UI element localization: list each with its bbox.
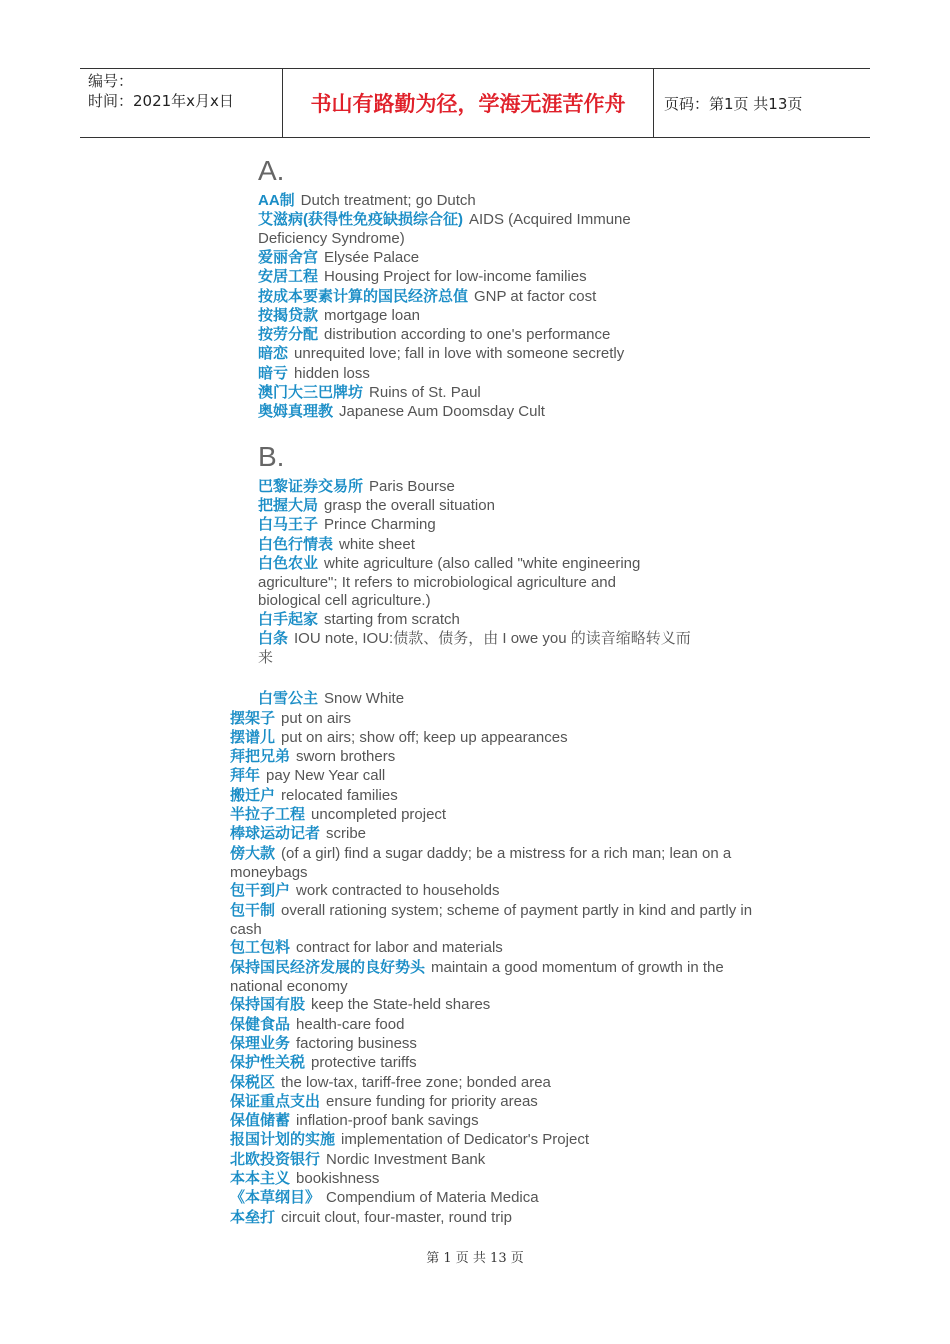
entry-term: 包干到户 xyxy=(230,882,291,899)
glossary-entry xyxy=(230,1151,770,1170)
entry-definition: relocated families xyxy=(281,787,398,804)
entry-definition: ensure funding for priority areas xyxy=(326,1093,538,1110)
entry-definition: pay New Year call xyxy=(266,767,386,784)
glossary-entry xyxy=(230,748,770,767)
entry-term: 保理业务 xyxy=(230,1035,291,1052)
glossary-entry xyxy=(230,1016,770,1035)
entry-term: 保税区 xyxy=(230,1074,276,1091)
glossary-entry xyxy=(230,959,770,996)
entry-definition: Housing Project for low-income families xyxy=(324,268,587,285)
entry-term: 北欧投资银行 xyxy=(230,1151,321,1168)
entry-definition: distribution according to one's performance xyxy=(324,326,611,343)
entry-term: 爱丽舍宫 xyxy=(258,249,319,266)
glossary-entry xyxy=(230,845,770,882)
glossary-entry xyxy=(230,1112,770,1131)
entry-term: 摆架子 xyxy=(230,710,276,727)
entry-definition: work contracted to households xyxy=(296,882,500,899)
entry-term: 澳门大三巴牌坊 xyxy=(258,384,364,401)
glossary-entry xyxy=(230,787,770,806)
entry-definition: starting from scratch xyxy=(324,611,460,628)
entry-definition: white agriculture (also called "white engineering agriculture"; It refers to microbiological agriculture and biological cell agriculture.) xyxy=(258,555,641,609)
entry-term: 保证重点支出 xyxy=(230,1093,321,1110)
glossary-entry xyxy=(258,536,678,555)
glossary-entry xyxy=(230,825,770,844)
entry-term: 暗亏 xyxy=(258,365,289,382)
page-header xyxy=(80,68,870,138)
glossary-entry xyxy=(258,478,678,497)
entry-term: 拜把兄弟 xyxy=(230,748,291,765)
glossary-entry xyxy=(258,516,678,535)
time-label: 时间：2021年x月x日 xyxy=(88,92,234,110)
entry-definition: put on airs; show off; keep up appearances xyxy=(281,729,568,746)
entry-definition: Snow White xyxy=(324,690,405,707)
entry-definition: contract for labor and materials xyxy=(296,939,503,956)
entry-term: 保值储蓄 xyxy=(230,1112,291,1129)
entry-definition: Ruins of St. Paul xyxy=(369,384,481,401)
glossary-entry xyxy=(230,1093,770,1112)
glossary-entry xyxy=(230,1131,770,1150)
entry-definition: protective tariffs xyxy=(311,1054,417,1071)
entry-definition: overall rationing system; scheme of payment partly in kind and partly in cash xyxy=(230,902,753,938)
entry-definition: hidden loss xyxy=(294,365,370,382)
glossary-entry xyxy=(258,268,678,287)
entry-term: 棒球运动记者 xyxy=(230,825,321,842)
glossary-entry xyxy=(258,288,678,307)
glossary-entry xyxy=(230,729,770,748)
section-letter: B. xyxy=(258,441,285,472)
entry-definition: maintain a good momentum of growth in the national economy xyxy=(230,959,724,995)
entry-term: 按成本要素计算的国民经济总值 xyxy=(258,288,469,305)
glossary-entry xyxy=(258,690,678,709)
glossary-entry xyxy=(258,384,678,403)
glossary-entry xyxy=(230,902,770,939)
entry-definition: scribe xyxy=(326,825,367,842)
glossary-entry xyxy=(258,345,678,364)
entry-definition: white sheet xyxy=(339,536,415,553)
glossary-entry xyxy=(258,497,678,516)
entry-definition: AIDS (Acquired Immune Deficiency Syndrome) xyxy=(258,211,631,247)
header-motto: 书山有路勤为径，学海无涯苦作舟 xyxy=(282,69,654,137)
entry-definition: the low-tax, tariff-free zone; bonded area xyxy=(281,1074,551,1091)
entry-definition: grasp the overall situation xyxy=(324,497,495,514)
glossary-entry xyxy=(230,1054,770,1073)
glossary-entry xyxy=(230,882,770,901)
entry-definition: sworn brothers xyxy=(296,748,396,765)
entry-term: 艾滋病(获得性免疫缺损综合征) xyxy=(258,211,463,228)
entry-term: 白马王子 xyxy=(258,516,319,533)
glossary-entry xyxy=(230,1035,770,1054)
header-meta xyxy=(80,69,282,137)
glossary-entry xyxy=(230,710,770,729)
glossary-entry xyxy=(230,1074,770,1093)
glossary-entry xyxy=(258,211,678,248)
entry-term: 傍大款 xyxy=(230,845,276,862)
entry-term: 奥姆真理教 xyxy=(258,403,334,420)
glossary-entry xyxy=(258,403,678,422)
glossary-entry xyxy=(258,192,678,211)
entry-term: 按劳分配 xyxy=(258,326,319,343)
glossary-entry xyxy=(230,767,770,786)
entry-term: 摆谱儿 xyxy=(230,729,276,746)
entry-term: 安居工程 xyxy=(258,268,319,285)
entry-definition: circuit clout, four-master, round trip xyxy=(281,1209,512,1226)
page-footer: 第 1 页 共 13 页 xyxy=(426,1251,524,1266)
entry-term: 报国计划的实施 xyxy=(230,1131,336,1148)
glossary-entry xyxy=(258,630,698,667)
entry-definition: Paris Bourse xyxy=(369,478,455,495)
glossary-entry xyxy=(230,939,770,958)
entry-term: 《本草纲目》 xyxy=(230,1189,321,1206)
glossary-entry xyxy=(258,249,678,268)
entry-definition: Prince Charming xyxy=(324,516,436,533)
entry-term: 本垒打 xyxy=(230,1209,276,1226)
entry-term: 保护性关税 xyxy=(230,1054,306,1071)
entry-term: 包干制 xyxy=(230,902,276,919)
entry-definition: put on airs xyxy=(281,710,352,727)
entry-definition: GNP at factor cost xyxy=(474,288,597,305)
entry-definition: unrequited love; fall in love with someone secretly xyxy=(294,345,625,362)
entry-term: 拜年 xyxy=(230,767,261,784)
entry-term: 保持国民经济发展的良好势头 xyxy=(230,959,426,976)
entry-definition: health-care food xyxy=(296,1016,405,1033)
entry-term: 半拉子工程 xyxy=(230,806,306,823)
entry-term: 白色农业 xyxy=(258,555,319,572)
entry-term: 包工包料 xyxy=(230,939,291,956)
section-letter: A. xyxy=(258,155,285,186)
entry-definition: factoring business xyxy=(296,1035,417,1052)
entry-definition: bookishness xyxy=(296,1170,380,1187)
glossary-entry xyxy=(258,307,678,326)
entry-definition: keep the State-held shares xyxy=(311,996,491,1013)
glossary-entry xyxy=(258,611,678,630)
entry-definition: inflation-proof bank savings xyxy=(296,1112,479,1129)
entry-definition: (of a girl) find a sugar daddy; be a mistress for a rich man; lean on a moneybags xyxy=(230,845,732,881)
entry-definition: uncompleted project xyxy=(311,806,447,823)
header-page-label: 页码：第1页 共13页 xyxy=(664,94,803,113)
entry-term: 白条 xyxy=(258,630,289,647)
glossary-entry xyxy=(230,1189,770,1208)
number-label: 编号： xyxy=(88,72,134,90)
glossary-entry xyxy=(230,806,770,825)
entry-term: 白雪公主 xyxy=(258,690,319,707)
entry-definition: IOU note, IOU:债款、债务，由 I owe you 的读音缩略转义而来 xyxy=(258,630,691,666)
glossary-entry xyxy=(230,1170,770,1189)
entry-term: 把握大局 xyxy=(258,497,319,514)
entry-definition: Japanese Aum Doomsday Cult xyxy=(339,403,545,420)
entry-term: 本本主义 xyxy=(230,1170,291,1187)
entry-term: 搬迁户 xyxy=(230,787,276,804)
entry-term: AA制 xyxy=(258,192,295,209)
glossary-entry xyxy=(258,326,678,345)
entry-definition: Compendium of Materia Medica xyxy=(326,1189,539,1206)
entry-term: 白手起家 xyxy=(258,611,319,628)
entry-term: 保持国有股 xyxy=(230,996,306,1013)
entry-term: 按揭贷款 xyxy=(258,307,319,324)
entry-definition: implementation of Dedicator's Project xyxy=(341,1131,589,1148)
entry-definition: Nordic Investment Bank xyxy=(326,1151,486,1168)
entry-definition: Elysée Palace xyxy=(324,249,420,266)
glossary-entry xyxy=(258,365,678,384)
entry-term: 白色行情表 xyxy=(258,536,334,553)
entry-definition: mortgage loan xyxy=(324,307,420,324)
entry-term: 巴黎证券交易所 xyxy=(258,478,364,495)
entry-term: 暗恋 xyxy=(258,345,289,362)
entry-term: 保健食品 xyxy=(230,1016,291,1033)
glossary-entry xyxy=(230,1209,770,1228)
glossary-entry xyxy=(258,555,678,611)
glossary-entry xyxy=(230,996,770,1015)
entry-definition: Dutch treatment; go Dutch xyxy=(300,192,476,209)
